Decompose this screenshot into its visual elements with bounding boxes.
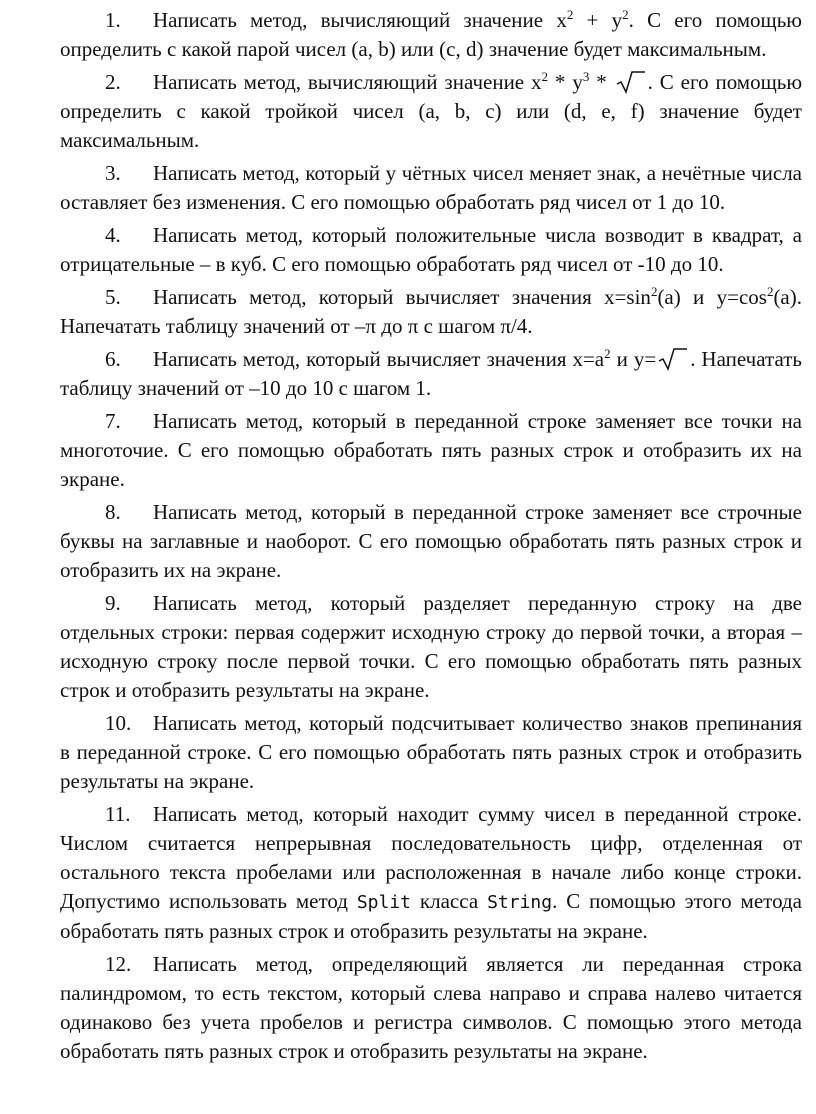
task-text: Написать метод, который вычисляет значения x=a [153, 347, 605, 371]
task-text: и y= [610, 347, 657, 371]
task-number: 4. [105, 223, 121, 247]
task-3 [60, 159, 802, 217]
task-number: 10. [105, 711, 132, 735]
task-number: 7. [105, 409, 121, 433]
task-text: Написать метод, который разделяет переданную строку на две отдельных строки: первая содержит исходную строку до первой точки, а вторая – исходную строку после первой точки. С его помощью обработать пять разных строк и отобразить результаты на экране. [60, 591, 802, 702]
superscript: 2 [541, 69, 549, 84]
task-11 [60, 800, 802, 946]
task-number: 3. [105, 161, 121, 185]
task-number: 9. [105, 591, 121, 615]
task-12 [60, 950, 802, 1066]
task-10 [60, 709, 802, 796]
task-text: (a) и y=cos [657, 285, 767, 309]
task-text: * [589, 70, 614, 94]
task-text: . С его помощью определить с какой тройкой чисел (a, b, c) или (d, e, f) значение будет максимальным. [60, 70, 803, 152]
superscript: 2 [622, 7, 629, 22]
task-text: Написать метод, который в переданной строке заменяет все строчные буквы на заглавные и наоборот. С его помощью обработать пять разных строк и отобразить их на экране. [60, 500, 802, 582]
task-number: 11. [105, 802, 131, 826]
square-root-icon [616, 70, 646, 92]
task-text: Написать метод, который у чётных чисел меняет знак, а нечётные числа оставляет без изменения. С его помощью обработать ряд чисел от 1 до 10. [60, 161, 802, 214]
task-7 [60, 407, 802, 494]
task-8 [60, 498, 802, 585]
code-string: String [487, 892, 553, 913]
superscript: 2 [766, 284, 774, 299]
task-9 [60, 589, 802, 705]
task-number: 8. [105, 500, 121, 524]
task-text: Написать метод, вычисляющий значение x [153, 70, 542, 94]
task-number: 2. [105, 70, 121, 94]
superscript: 2 [566, 7, 574, 22]
task-text: . Напечатать таблицу значений от –10 до 10 с шагом 1. [60, 347, 802, 400]
task-text: * y [548, 70, 583, 94]
task-4 [60, 221, 802, 279]
task-text: (a). Напечатать таблицу значений от –π до π с шагом π/4. [60, 285, 802, 338]
task-text: Написать метод, который подсчитывает количество знаков препинания в переданной строке. С его помощью обработать пять разных строк и отобразить результаты на экране. [60, 711, 802, 793]
task-text: Написать метод, который положительные числа возводит в квадрат, а отрицательные – в куб. С его помощью обработать ряд чисел от -10 до 10. [60, 223, 802, 276]
task-number: 1. [105, 8, 121, 32]
task-text: . С помощью этого метода обработать пять разных строк и отобразить результаты на экране. [60, 889, 802, 943]
task-text: + y [573, 8, 623, 32]
task-2 [60, 68, 802, 155]
task-text: Написать метод, который в переданной строке заменяет все точки на многоточие. С его помощью обработать пять разных строк и отобразить их на экране. [60, 409, 802, 491]
task-text: Написать метод, определяющий является ли переданная строка палиндромом, то есть текстом, который слева направо и справа налево читается одинаково без учета пробелов и регистра символов. С помощью этого метода обработать пять разных строк и отобразить результаты на экране. [60, 952, 802, 1063]
task-number: 5. [105, 285, 121, 309]
superscript: 3 [582, 69, 590, 84]
task-text: Написать метод, который вычисляет значения x=sin [153, 285, 651, 309]
task-number: 6. [105, 347, 121, 371]
task-text: класса [411, 889, 488, 913]
task-text: Написать метод, который находит сумму чисел в переданной строке. Числом считается непрерывная последовательность цифр, отделенная от остального текста пробелами или расположенная в начале либо конце строки. Допустимо использовать метод [60, 802, 802, 913]
square-root-icon [658, 347, 688, 369]
superscript: 2 [650, 284, 658, 299]
task-1 [60, 6, 802, 64]
task-text: Написать метод, вычисляющий значение x [153, 8, 567, 32]
code-split: Split [356, 892, 412, 913]
superscript: 2 [604, 346, 611, 361]
task-6 [60, 345, 802, 403]
task-number: 12. [105, 952, 132, 976]
task-text: . С его помощью определить с какой парой чисел (a, b) или (c, d) значение будет максимальным. [60, 8, 802, 61]
task-5 [60, 283, 802, 341]
